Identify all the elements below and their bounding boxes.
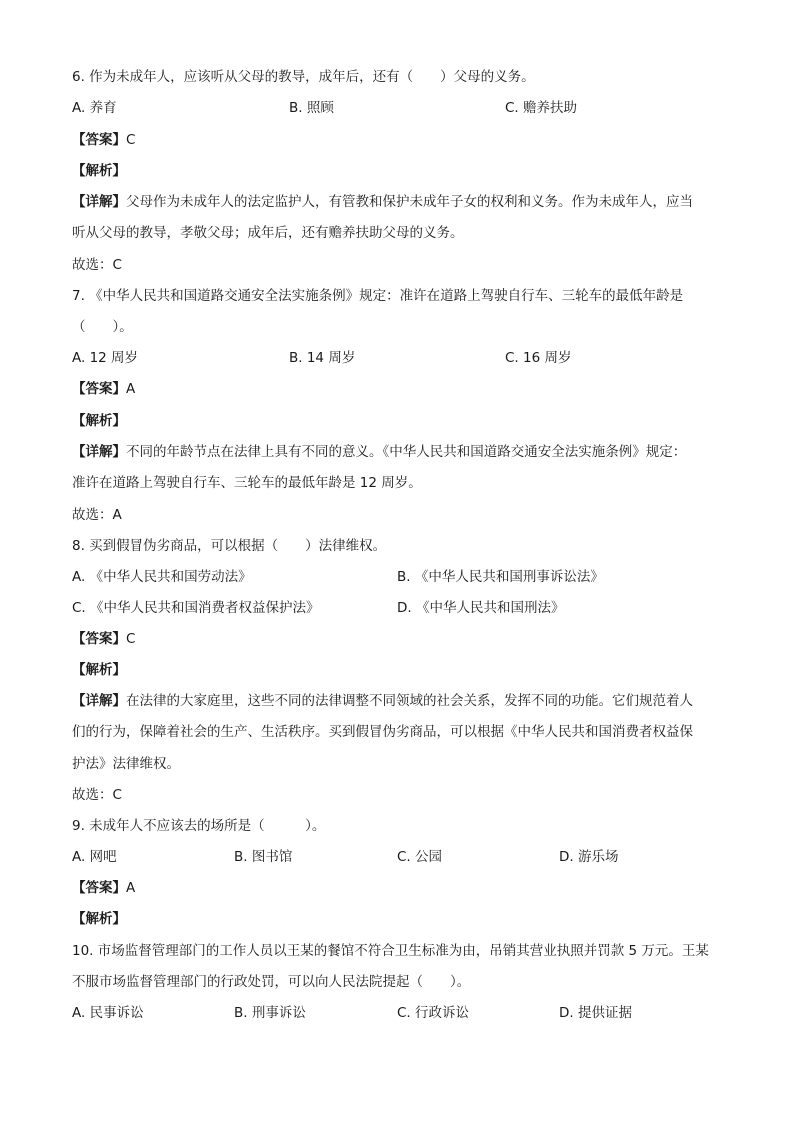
q8-answer-line [72, 629, 135, 649]
q10-option-b: B. 刑事诉讼 [234, 1005, 306, 1021]
q8-option-b: B. 《中华人民共和国刑事诉讼法》 [397, 569, 604, 585]
q8-stem: 8. 买到假冒伪劣商品，可以根据（ ）法律维权。 [72, 538, 387, 554]
q7-option-c: C. 16 周岁 [505, 350, 572, 366]
q9-stem: 9. 未成年人不应该去的场所是（ ）。 [72, 818, 326, 834]
q9-analysis-tag: 【解析】 [72, 911, 126, 927]
detail-tag: 【详解】 [72, 194, 126, 210]
q9-option-c: C. 公园 [397, 849, 443, 865]
q10-stem-line-2: 不服市场监督管理部门的行政处罚，可以向人民法院提起（ ）。 [72, 974, 471, 990]
answer-tag: 【答案】 [72, 381, 126, 397]
detail-tag: 【详解】 [72, 693, 126, 709]
q7-detail-line-1 [72, 442, 686, 462]
q6-analysis-tag: 【解析】 [72, 163, 126, 179]
q6-detail-line-1 [72, 192, 693, 212]
q8-detail-line-1 [72, 691, 693, 711]
q8-detail-line-2: 们的行为，保障着社会的生产、生活秩序。买到假冒伪劣商品，可以根据《中华人民共和国消费者权益保 [72, 724, 693, 740]
q10-option-c: C. 行政诉讼 [397, 1005, 470, 1021]
detail-text: 父母作为未成年人的法定监护人，有管教和保护未成年子女的权利和义务。作为未成年人，应当 [126, 194, 693, 210]
answer-value: C [126, 631, 136, 647]
q10-option-a: A. 民事诉讼 [72, 1005, 144, 1021]
q8-analysis-tag: 【解析】 [72, 662, 126, 678]
q9-option-a: A. 网吧 [72, 849, 117, 865]
q10-stem-line-1: 10. 市场监督管理部门的工作人员以王某的餐馆不符合卫生标准为由，吊销其营业执照并罚款 5 万元。王某 [72, 943, 709, 959]
q6-option-c: C. 赡养扶助 [505, 100, 578, 116]
q9-option-b: B. 图书馆 [234, 849, 293, 865]
answer-tag: 【答案】 [72, 631, 126, 647]
q6-option-a: A. 养育 [72, 100, 117, 116]
answer-value: A [126, 880, 136, 896]
q7-analysis-tag: 【解析】 [72, 413, 126, 429]
q6-detail-line-2: 听从父母的教导，孝敬父母；成年后，还有赡养扶助父母的义务。 [72, 225, 464, 241]
answer-value: C [126, 132, 136, 148]
q8-choice: 故选：C [72, 787, 122, 803]
detail-text: 在法律的大家庭里，这些不同的法律调整不同领域的社会关系，发挥不同的功能。它们规范着人 [126, 693, 693, 709]
q7-answer-line [72, 379, 135, 399]
q7-stem-line-2: （ ）。 [72, 319, 133, 335]
q10-option-d: D. 提供证据 [559, 1005, 632, 1021]
q9-option-d: D. 游乐场 [559, 849, 619, 865]
q6-stem: 6. 作为未成年人，应该听从父母的教导，成年后，还有（ ）父母的义务。 [72, 69, 535, 85]
q7-option-b: B. 14 周岁 [289, 350, 356, 366]
answer-tag: 【答案】 [72, 880, 126, 896]
detail-text: 不同的年龄节点在法律上具有不同的意义。《中华人民共和国道路交通安全法实施条例》规定： [126, 444, 687, 460]
q8-option-a: A. 《中华人民共和国劳动法》 [72, 569, 252, 585]
q8-option-c: C. 《中华人民共和国消费者权益保护法》 [72, 600, 320, 616]
q7-option-a: A. 12 周岁 [72, 350, 139, 366]
q6-answer-line [72, 130, 135, 150]
q9-answer-line [72, 878, 135, 898]
q7-stem-line-1: 7. 《中华人民共和国道路交通安全法实施条例》规定：准许在道路上驾驶自行车、三轮车的最低年龄是 [72, 288, 684, 304]
q8-option-d: D. 《中华人民共和国刑法》 [397, 600, 565, 616]
q7-choice: 故选：A [72, 507, 122, 523]
q6-choice: 故选：C [72, 257, 122, 273]
detail-tag: 【详解】 [72, 444, 126, 460]
q8-detail-line-3: 护法》法律维权。 [72, 756, 180, 772]
q6-option-b: B. 照顾 [289, 100, 334, 116]
answer-tag: 【答案】 [72, 132, 126, 148]
q7-detail-line-2: 准许在道路上驾驶自行车、三轮车的最低年龄是 12 周岁。 [72, 475, 422, 491]
answer-value: A [126, 381, 136, 397]
